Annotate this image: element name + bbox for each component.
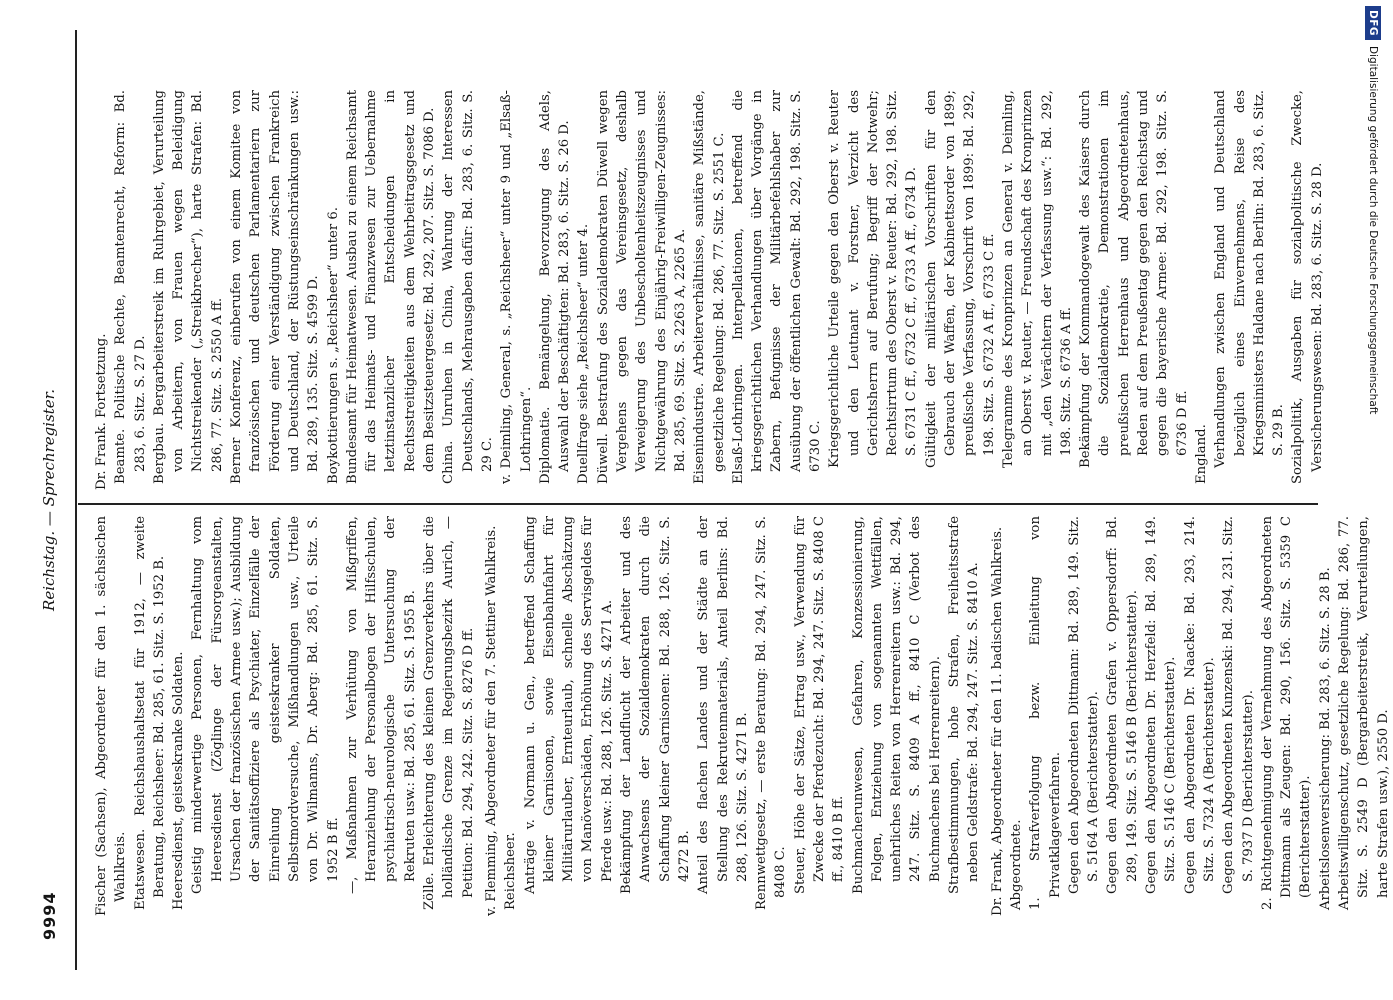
entry: Bekämpfung der Kommandogewalt des Kaisers durch die Sozialdemokratie, Demonstrationen im preußischen Herrenhaus und Abgeordnetenhaus, Reden auf dem Preußentag gegen den Reichstag und gegen die bayerische Armee: Bd. 292, 198. Sitz. S. 6736 D ff. [1078, 90, 1190, 468]
entry: Gegen den Abgeordneten Dr. Naacke: Bd. 293, 214. Sitz. S. 7324 A (Berichterstatter). [1182, 516, 1217, 894]
entry: Gegen den Abgeordneten Dr. Herzfeld: Bd. 289, 149. Sitz. S. 5146 C (Berichterstatter). [1144, 516, 1179, 894]
entry: Zölle. Erleichterung des kleinen Grenzverkehrs über die holländische Grenze im Regierungsbezirk Aurich, — Petition: Bd. 294, 242. Sitz. S. 8276 D ff. [422, 516, 476, 910]
entry: Bergbau. Bergarbeiterstreik im Ruhrgebiet, Verurteilung von Arbeitern, von Frauen wegen Beleidigung Nichtstreikender („Streikbrecher“), harte Strafen: Bd. 286, 77. Sitz. S. 2550 A ff. [151, 90, 225, 484]
funding-text: Digitalisierung gefördert durch die Deutsche Forschungsgemeinschaft [1367, 46, 1379, 415]
entry: Gegen den Abgeordneten Grafen v. Oppersdorff: Bd. 289, 149. Sitz. S. 5146 B (Berichterstatter). [1105, 516, 1140, 894]
entry: Gegen den Abgeordneten Kunzenski: Bd. 294, 231. Sitz. S. 7937 D (Berichterstatter). [1221, 516, 1256, 894]
entry: Duellfrage siehe „Reichsheer“ unter 4. [576, 223, 592, 484]
entry: Heeresdienst, geisteskranke Soldaten. [171, 651, 187, 910]
entry: Steuer, Höhe der Sätze, Ertrag usw., Verwendung für Zwecke der Pferdezucht: Bd. 294, 247. Sitz. S. 8408 C ff., 8410 B ff. [792, 516, 847, 894]
entry: —, Maßnahmen zur Verhütung von Mißgriffen, Heranziehung der Personalbogen der Hilfsschulen, psychiatrisch-neurologische Untersuchung der Rekruten usw.: Bd. 285, 61. Sitz. S. 1955 B. [344, 516, 418, 894]
entry: Elsaß-Lothringen. Interpellationen, betreffend die kriegsgerichtlichen Verhandlungen über Vorgänge in Zabern, Befugnisse der Militärbefehlshaber zur Ausübung der öffentlichen Gewalt: Bd. 292, 198. Sitz. S. 6730 C. [730, 90, 823, 484]
page-header [40, 60, 68, 940]
entry: Reichsheer. [503, 832, 519, 910]
entry: Gültigkeit der militärischen Vorschriften für den Gebrauch der Waffen, der Kabinettsorder von 1899; preußische Verfassung, Vorschrift von 1899: Bd. 292, 198. Sitz. S. 6732 A ff., 6733 C ff. [923, 90, 997, 468]
funding-sidebar [1365, 6, 1381, 994]
entry: Beamte. Politische Rechte, Beamtenrecht, Reform: Bd. 283, 6. Sitz. S. 27 D. [113, 90, 148, 484]
entry-name: Dr. Frank. Fortsetzung. [94, 333, 109, 490]
entry: England. [1193, 424, 1209, 484]
entry: Gegen den Abgeordneten Dittmann: Bd. 289, 149. Sitz. S. 5164 A (Berichterstatter). [1066, 516, 1102, 894]
column-divider [78, 503, 1318, 505]
funding-note [1365, 6, 1381, 994]
entry: Berner Konferenz, einberufen von einem Komitee von französischen und deutschen Parlamentariern zur Förderung einer Verständigung zwischen Frankreich und Deutschland, der Rüstungseinschränkungen usw.: Bd. 289, 135. Sitz. S. 4599 D. [229, 90, 322, 484]
dfg-logo-badge: DFG [1365, 6, 1381, 40]
entry: Abgeordnete. [1008, 819, 1024, 910]
left-column [88, 516, 1391, 916]
page-number: 9994 [40, 891, 59, 940]
entry: Arbeitslosenversicherung: Bd. 283, 6. Sitz. S. 28 B. [1317, 567, 1333, 910]
entry: Bekämpfung der Landflucht der Arbeiter und des Anwachsens der Sozialdemokraten durch die Schaffung kleiner Garnisonen: Bd. 288, 126. Sitz. S. 4272 B. [619, 516, 692, 894]
entry: Sozialpolitik, Ausgaben für sozialpolitische Zwecke, Versicherungswesen: Bd. 283, 6. Sitz. S. 28 D. [1290, 90, 1325, 484]
entry: Eisenindustrie. Arbeiterverhältnisse, sanitäre Mißstände, gesetzliche Regelung: Bd. 286, 77. Sitz. S. 2551 C. [692, 90, 727, 484]
entry: Anteil des flachen Landes und der Städte an der Stellung des Rekrutenmaterials, Anteil Berlins: Bd. 288, 126. Sitz. S. 4271 B. [696, 516, 750, 894]
entry: Arbeitswilligenschutz, gesetzliche Regelung: Bd. 286, 77. Sitz. S. 2549 D (Bergarbeiterstreik, Verurteilungen, harte Strafen usw.), 2550 D. [1337, 516, 1391, 910]
right-column [88, 90, 1328, 490]
entry-name: Fischer (Sachsen), Abgeordneter für den 1. sächsischen Wahlkreis. [94, 516, 129, 916]
entry: v. Deimling, General, s. „Reichsheer“ unter 9 und „Elsaß-Lothringen“. [499, 90, 534, 484]
entry: 2. Richtgenehmigung der Vernehmung des Abgeordneten Dittmann als Zeugen: Bd. 290, 156. Sitz. S. 5359 C (Berichterstatter). [1259, 516, 1314, 910]
entry: Düwell. Bestrafung des Sozialdemokraten Düwell wegen Vergehens gegen das Vereinsgesetz, deshalb Verweigerung des Unbescholtenheitszeugnisses und Nichtgewährung des Einjährig-Freiwilligen-Zeugnisses: Bd. 285, 69. Sitz. S. 2263 A, 2265 A. [595, 90, 688, 484]
entry: China. Unruhen in China, Wahrung der Interessen Deutschlands, Mehrausgaben dafür: Bd. 283, 6. Sitz. S. 29 C. [441, 90, 495, 484]
entry-name: Dr. Frank, Abgeordneter für den 11. badischen Wahlkreis. [989, 526, 1005, 916]
running-title: Reichstag. — Sprechregister. [40, 389, 58, 611]
entry: Diplomatie. Bemängelung, Bevorzugung des Adels, Auswahl der Beschäftigten: Bd. 283, 6. Sitz. S. 26 D. [537, 90, 573, 484]
entry: Geistig minderwertige Personen, Fernhaltung vom Heeresdienst (Zöglinge der Fürsorgeanstalten, Ursachen der französischen Armee usw.); Ausbildung der Sanitätsoffiziere als Psychiater, Einzelfälle der Einreihung geisteskranker Soldaten, Selbstmordversuche, Mißhandlungen usw., Urteile von Dr. Wilmanns, Dr. Aberg: Bd. 285, 61. Sitz. S. 1952 B ff. [190, 516, 341, 894]
entry: 1. Strafverfolgung bezw. Einleitung von Privatklageverfahren. [1028, 516, 1063, 910]
entry: Anträge v. Normann u. Gen., betreffend Schaffung kleiner Garnisonen, sowie Eisenbahnfahrt für Militärurlauber, Ernteurlaub, schnelle Abschätzung von Manöverschäden, Erhöhung des Servisgeldes für Pferde usw.: Bd. 288, 126. Sitz. S. 4271 A. [522, 516, 615, 894]
entry: Kriegsgerichtliche Urteile gegen den Oberst v. Reuter und den Leutnant v. Forstner, Verzicht des Gerichtsherrn auf Berufung; Begriff der Notwehr; Rechtsirrtum des Oberst v. Reuter: Bd. 292, 198. Sitz. S. 6731 C ff., 6732 C ff., 6733 A ff., 6734 D. [827, 90, 920, 468]
entry: Bundesamt für Heimatwesen. Ausbau zu einem Reichsamt für das Heimats- und Finanzwesen zur Uebernahme letztinstanzlicher Entscheidungen in Rechtsstreitigkeiten aus dem Wehrbeitragsgesetz und dem Besitzsteuergesetz: Bd. 292, 207. Sitz. S. 7086 D. [344, 90, 438, 484]
entry: Strafbestimmungen, hohe Strafen, Freiheitsstrafe neben Geldstrafe: Bd. 294, 247. Sitz. S. 8410 A. [947, 516, 982, 894]
entry: Rennwettgesetz, — erste Beratung: Bd. 294, 247. Sitz. S. 8408 C. [754, 516, 789, 910]
entry: Buchmacherunwesen, Gefahren, Konzessionierung, Folgen, Entziehung von sogenannten Wettfällen, unehrliches Reiten von Herrenreitern usw.: Bd. 294, 247. Sitz. S. 8409 A ff., 8410 C (Verbot des Buchmachens bei Herrenreitern). [850, 516, 943, 894]
entry: Verhandlungen zwischen England und Deutschland bezüglich eines Einvernehmens, Reise des Kriegsministers Haldane nach Berlin: Bd. 283, 6. Sitz. S. 29 B. [1213, 90, 1287, 468]
header-rule [75, 30, 77, 970]
entry: Etatswesen. Reichshaushaltsetat für 1912, — zweite Beratung, Reichsheer: Bd. 285, 61. Sitz. S. 1952 B. [132, 516, 167, 910]
entry-name: v. Flemming, Abgeordneter für den 7. Stettiner Wahlkreis. [483, 525, 499, 916]
entry: Boykottierungen s. „Reichsheer“ unter 6. [325, 207, 341, 484]
entry: Telegramme des Kronprinzen an General v. Deimling, an Oberst v. Reuter, — Freundschaft des Kronprinzen mit „den Verächtern der Verfassung usw.“: Bd. 292, 198. Sitz. S. 6736 A ff. [1000, 90, 1074, 468]
